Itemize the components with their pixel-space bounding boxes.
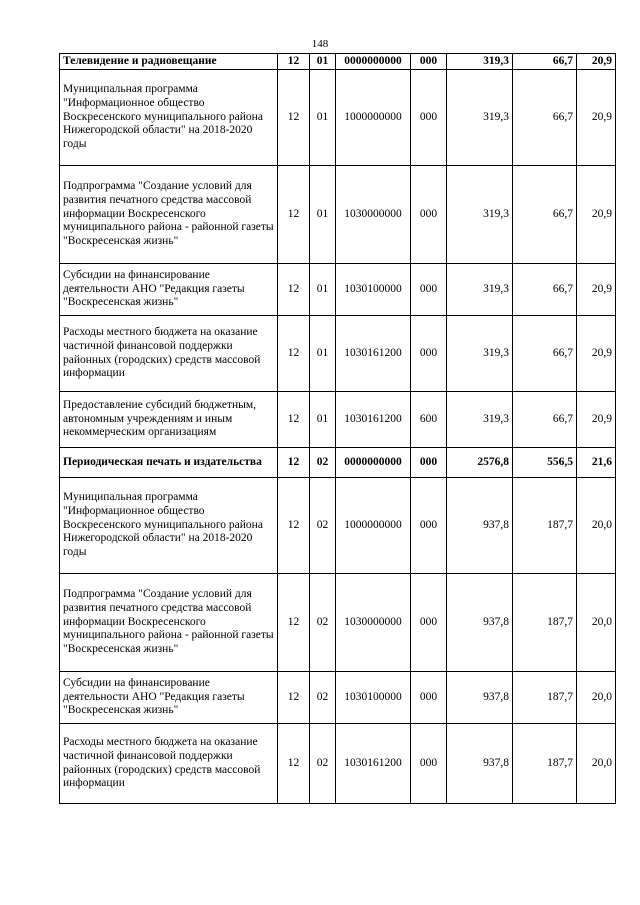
row-name: Предоставление субсидий бюджетным, автономным учреждениям и иным некоммерческим организациям [60, 392, 278, 448]
table-row [60, 448, 616, 478]
subsection-code: 01 [310, 166, 336, 264]
row-name: Телевидение и радиовещание [60, 54, 278, 70]
plan-amount: 2576,8 [447, 448, 513, 478]
expense-type-code: 000 [411, 166, 447, 264]
table-row [60, 264, 616, 316]
actual-amount: 187,7 [513, 478, 577, 574]
subsection-code: 01 [310, 54, 336, 70]
section-code: 12 [278, 264, 310, 316]
expense-type-code: 000 [411, 672, 447, 724]
plan-amount: 319,3 [447, 392, 513, 448]
target-article-code: 1030000000 [336, 574, 411, 672]
actual-amount: 66,7 [513, 264, 577, 316]
subsection-code: 02 [310, 478, 336, 574]
target-article-code: 1000000000 [336, 478, 411, 574]
table-row [60, 672, 616, 724]
table-row [60, 392, 616, 448]
subsection-code: 02 [310, 672, 336, 724]
table-row [60, 316, 616, 392]
section-code: 12 [278, 54, 310, 70]
expense-type-code: 000 [411, 478, 447, 574]
actual-amount: 187,7 [513, 574, 577, 672]
percent-executed: 20,0 [577, 724, 616, 804]
percent-executed: 20,9 [577, 54, 616, 70]
target-article-code: 0000000000 [336, 448, 411, 478]
target-article-code: 1030100000 [336, 672, 411, 724]
page-number: 148 [311, 38, 329, 50]
target-article-code: 1000000000 [336, 70, 411, 166]
target-article-code: 1030161200 [336, 392, 411, 448]
actual-amount: 66,7 [513, 70, 577, 166]
section-code: 12 [278, 478, 310, 574]
row-name: Расходы местного бюджета на оказание частичной финансовой поддержки районных (городских) средств массовой информации [60, 724, 278, 804]
percent-executed: 20,9 [577, 166, 616, 264]
section-code: 12 [278, 70, 310, 166]
target-article-code: 1030100000 [336, 264, 411, 316]
plan-amount: 319,3 [447, 70, 513, 166]
percent-executed: 20,9 [577, 316, 616, 392]
expense-type-code: 000 [411, 70, 447, 166]
percent-executed: 20,9 [577, 264, 616, 316]
percent-executed: 20,0 [577, 574, 616, 672]
subsection-code: 02 [310, 724, 336, 804]
plan-amount: 937,8 [447, 574, 513, 672]
table-row [60, 166, 616, 264]
expense-type-code: 000 [411, 574, 447, 672]
table-row [60, 54, 616, 70]
subsection-code: 01 [310, 70, 336, 166]
table-row [60, 574, 616, 672]
table-row [60, 724, 616, 804]
row-name: Подпрограмма "Создание условий для развития печатного средства массовой информации Воскресенского муниципального района - районной газеты "Воскресенская жизнь" [60, 574, 278, 672]
target-article-code: 0000000000 [336, 54, 411, 70]
plan-amount: 319,3 [447, 264, 513, 316]
subsection-code: 01 [310, 316, 336, 392]
actual-amount: 66,7 [513, 166, 577, 264]
actual-amount: 187,7 [513, 724, 577, 804]
expense-type-code: 000 [411, 54, 447, 70]
row-name: Субсидии на финансирование деятельности АНО "Редакция газеты "Воскресенская жизнь" [60, 264, 278, 316]
subsection-code: 01 [310, 392, 336, 448]
expense-type-code: 000 [411, 448, 447, 478]
row-name: Подпрограмма "Создание условий для развития печатного средства массовой информации Воскресенского муниципального района - районной газеты "Воскресенская жизнь" [60, 166, 278, 264]
actual-amount: 556,5 [513, 448, 577, 478]
actual-amount: 66,7 [513, 316, 577, 392]
percent-executed: 20,9 [577, 392, 616, 448]
expense-type-code: 000 [411, 264, 447, 316]
expense-type-code: 000 [411, 724, 447, 804]
section-code: 12 [278, 392, 310, 448]
percent-executed: 20,0 [577, 672, 616, 724]
section-code: 12 [278, 672, 310, 724]
actual-amount: 66,7 [513, 392, 577, 448]
expense-type-code: 600 [411, 392, 447, 448]
percent-executed: 21,6 [577, 448, 616, 478]
section-code: 12 [278, 448, 310, 478]
percent-executed: 20,0 [577, 478, 616, 574]
table-row [60, 478, 616, 574]
plan-amount: 319,3 [447, 54, 513, 70]
budget-table [59, 53, 616, 804]
subsection-code: 01 [310, 264, 336, 316]
section-code: 12 [278, 574, 310, 672]
expense-type-code: 000 [411, 316, 447, 392]
plan-amount: 937,8 [447, 724, 513, 804]
subsection-code: 02 [310, 574, 336, 672]
section-code: 12 [278, 724, 310, 804]
target-article-code: 1030161200 [336, 724, 411, 804]
subsection-code: 02 [310, 448, 336, 478]
row-name: Периодическая печать и издательства [60, 448, 278, 478]
actual-amount: 187,7 [513, 672, 577, 724]
row-name: Муниципальная программа "Информационное общество Воскресенского муниципального района Нижегородской области" на 2018-2020 годы [60, 70, 278, 166]
actual-amount: 66,7 [513, 54, 577, 70]
table-row [60, 70, 616, 166]
plan-amount: 937,8 [447, 672, 513, 724]
plan-amount: 319,3 [447, 166, 513, 264]
section-code: 12 [278, 316, 310, 392]
section-code: 12 [278, 166, 310, 264]
plan-amount: 937,8 [447, 478, 513, 574]
plan-amount: 319,3 [447, 316, 513, 392]
row-name: Муниципальная программа "Информационное общество Воскресенского муниципального района Нижегородской области" на 2018-2020 годы [60, 478, 278, 574]
target-article-code: 1030000000 [336, 166, 411, 264]
target-article-code: 1030161200 [336, 316, 411, 392]
row-name: Субсидии на финансирование деятельности АНО "Редакция газеты "Воскресенская жизнь" [60, 672, 278, 724]
row-name: Расходы местного бюджета на оказание частичной финансовой поддержки районных (городских) средств массовой информации [60, 316, 278, 392]
percent-executed: 20,9 [577, 70, 616, 166]
